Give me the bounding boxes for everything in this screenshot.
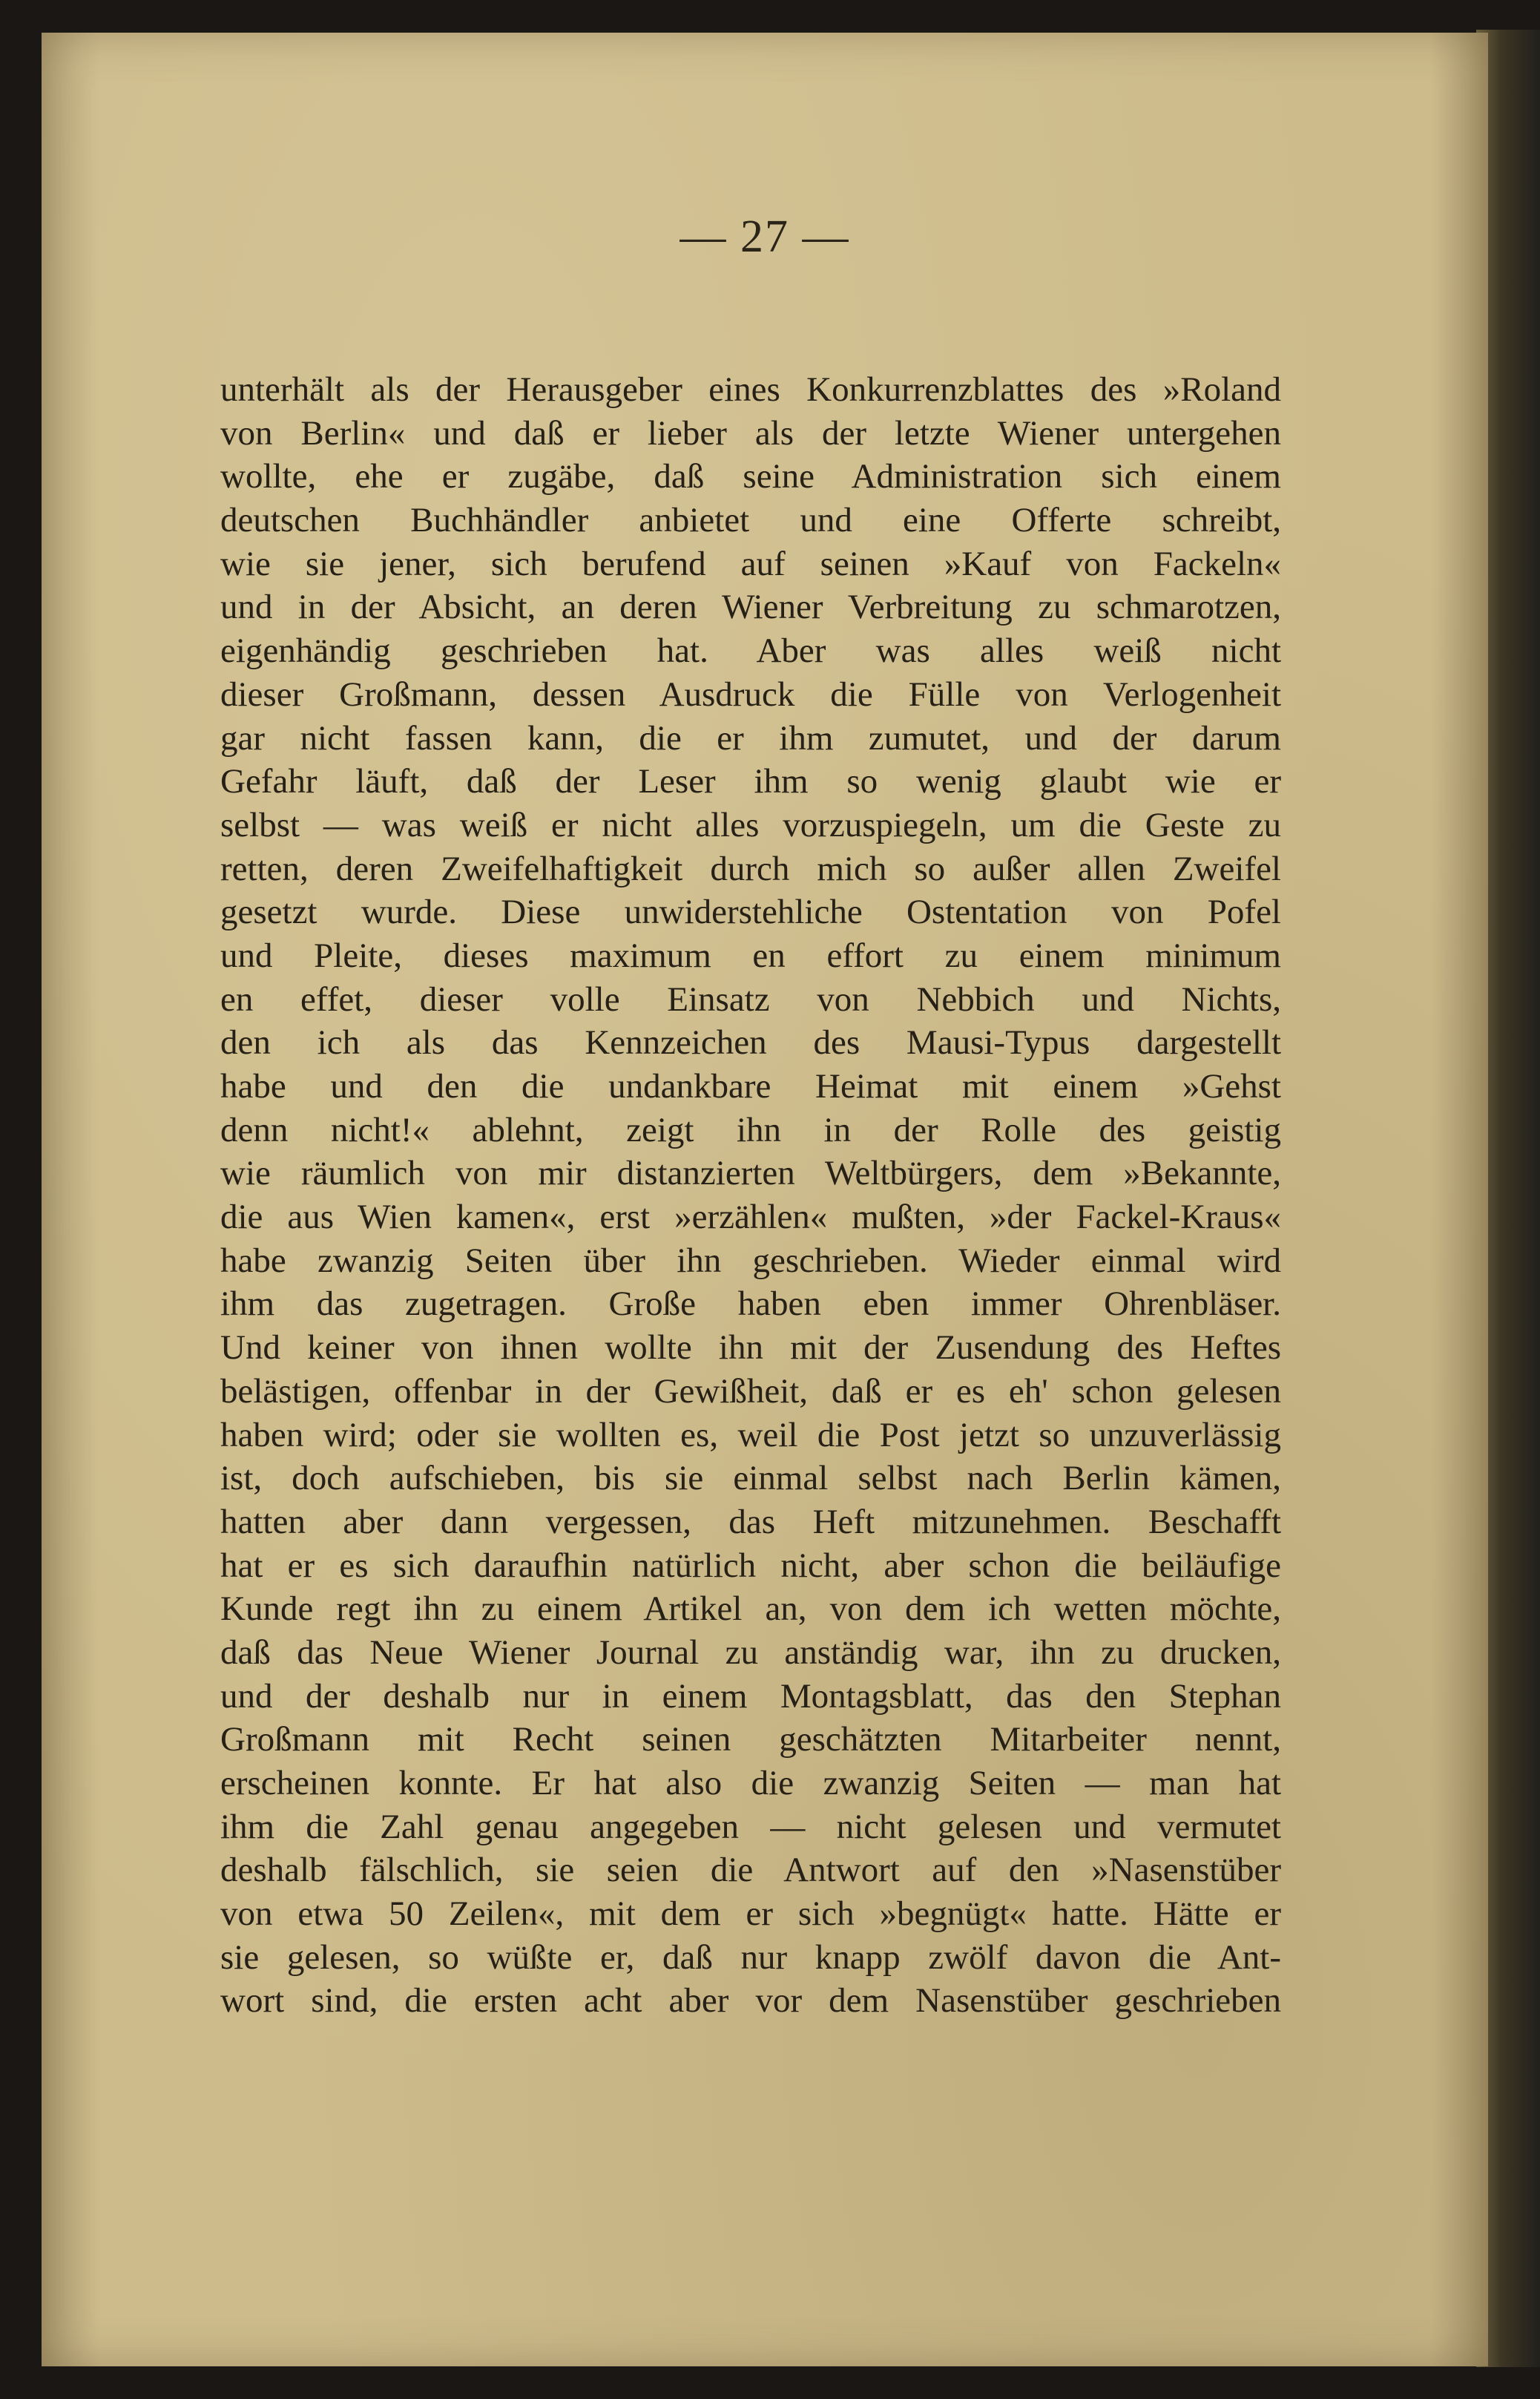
book-page — [42, 33, 1488, 2366]
page-number: — 27 — — [679, 211, 850, 262]
text-line: ihm das zugetragen. Große haben eben immer Ohrenbläser. — [220, 1284, 1281, 1324]
text-line: deutschen Buchhändler anbietet und eine Offerte schreibt, — [220, 501, 1281, 540]
text-line: belästigen, offenbar in der Gewißheit, daß er es eh' schon gelesen — [220, 1371, 1281, 1411]
text-line: denn nicht!« ablehnt, zeigt ihn in der Rolle des geistig — [220, 1110, 1281, 1149]
text-line: habe und den die undankbare Heimat mit einem »Gehst — [220, 1067, 1281, 1106]
text-line: von Berlin« und daß er lieber als der letzte Wiener untergehen — [220, 413, 1281, 453]
text-line: gesetzt wurde. Diese unwiderstehliche Ostentation von Pofel — [220, 893, 1281, 932]
text-line: retten, deren Zweifelhaftigkeit durch mich so außer allen Zweifel — [220, 849, 1281, 888]
text-line: daß das Neue Wiener Journal zu anständig war, ihn zu drucken, — [220, 1632, 1281, 1672]
text-line: wort sind, die ersten acht aber vor dem Nasenstüber geschrieben — [220, 1981, 1281, 2021]
text-line: dieser Großmann, dessen Ausdruck die Fülle von Verlogenheit — [220, 675, 1281, 714]
text-line: eigenhändig geschrieben hat. Aber was alles weiß nicht — [220, 631, 1281, 671]
text-line: ihm die Zahl genau angegeben — nicht gelesen und vermutet — [220, 1807, 1281, 1846]
text-line: den ich als das Kennzeichen des Mausi-Typus dargestellt — [220, 1023, 1281, 1063]
text-line: wollte, ehe er zugäbe, daß seine Administration sich einem — [220, 457, 1281, 496]
text-line: habe zwanzig Seiten über ihn geschrieben. Wieder einmal wird — [220, 1241, 1281, 1280]
text-line: von etwa 50 Zeilen«, mit dem er sich »begnügt« hatte. Hätte er — [220, 1894, 1281, 1934]
text-line: selbst — was weiß er nicht alles vorzuspiegeln, um die Geste zu — [220, 805, 1281, 844]
text-line: sie gelesen, so wüßte er, daß nur knapp zwölf davon die Ant- — [220, 1937, 1281, 1977]
text-line: und Pleite, dieses maximum en effort zu einem minimum — [220, 936, 1281, 975]
text-line: ist, doch aufschieben, bis sie einmal selbst nach Berlin kämen, — [220, 1459, 1281, 1498]
text-line: Gefahr läuft, daß der Leser ihm so wenig glaubt wie er — [220, 762, 1281, 801]
text-line: deshalb fälschlich, sie seien die Antwort auf den »Nasenstüber — [220, 1851, 1281, 1890]
text-line: unterhält als der Herausgeber eines Konkurrenzblattes des »Roland — [220, 370, 1281, 409]
text-line: wie sie jener, sich berufend auf seinen »Kauf von Fackeln« — [220, 544, 1281, 583]
text-line: gar nicht fassen kann, die er ihm zumutet, und der darum — [220, 718, 1281, 758]
text-line: hat er es sich daraufhin natürlich nicht, aber schon die beiläufige — [220, 1546, 1281, 1585]
text-line: wie räumlich von mir distanzierten Weltbürgers, dem »Bekannte, — [220, 1154, 1281, 1193]
text-line: die aus Wien kamen«, erst »erzählen« mußten, »der Fackel-Kraus« — [220, 1198, 1281, 1237]
text-line: haben wird; oder sie wollten es, weil die Post jetzt so unzuverlässig — [220, 1415, 1281, 1454]
text-line: en effet, dieser volle Einsatz von Nebbich und Nichts, — [220, 979, 1281, 1019]
text-line: hatten aber dann vergessen, das Heft mitzunehmen. Beschafft — [220, 1502, 1281, 1541]
text-line: Großmann mit Recht seinen geschätzten Mitarbeiter nennt, — [220, 1720, 1281, 1759]
text-line: und der deshalb nur in einem Montagsblatt, das den Stephan — [220, 1676, 1281, 1716]
text-line: und in der Absicht, an deren Wiener Verbreitung zu schmarotzen, — [220, 588, 1281, 627]
text-line: erscheinen konnte. Er hat also die zwanzig Seiten — man hat — [220, 1764, 1281, 1802]
body-text — [220, 368, 1281, 2023]
text-line: Und keiner von ihnen wollte ihn mit der Zusendung des Heftes — [220, 1328, 1281, 1368]
text-line: Kunde regt ihn zu einem Artikel an, von dem ich wetten möchte, — [220, 1589, 1281, 1629]
